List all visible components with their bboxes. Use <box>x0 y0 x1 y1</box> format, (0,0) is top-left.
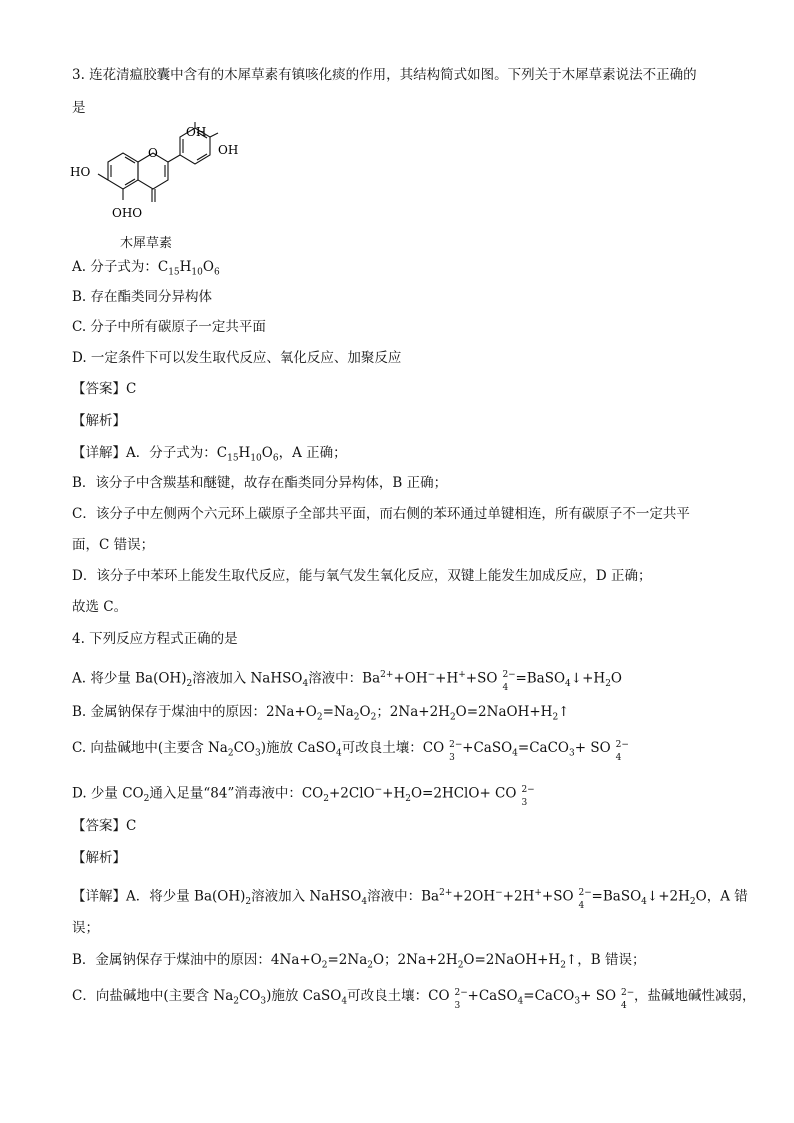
q4-option-b: B. 金属钠保存于煤油中的原因：$2Na+O_2=Na_2O_2$；$2Na+2H_2O=2NaOH+H_2↑$ <box>72 704 570 723</box>
q4-analysis: 【解析】 <box>72 850 126 866</box>
q3-option-b: B. 存在酯类同分异构体 <box>72 289 213 305</box>
q3-option-a <box>72 258 220 282</box>
ion-so4: 2− 4 <box>578 888 592 911</box>
q4-detail-c: C．向盐碱地中(主要含 $Na_2CO_3$)施放 CaSO$_4$可改良土壤：CO 2− 3 +CaSO$_4$=CaCO$_3$+ SO 2− 4 ，盐碱地碱性减弱， <box>72 987 756 1011</box>
q4-detail-b: B．金属钠保存于煤油中的原因：$4Na+O_2=2Na_2O$；$2Na+2H_2O=2NaOH+H_2↑$，B 错误； <box>72 952 646 971</box>
q3-option-c: C. 分子中所有碳原子一定共平面 <box>72 319 266 335</box>
label-oh-top: OH <box>186 125 207 139</box>
label-oho-bottom: OHO <box>112 206 143 220</box>
q4-stem: 4. 下列反应方程式正确的是 <box>72 631 238 647</box>
q3-analysis: 【解析】 <box>72 413 126 429</box>
q4-option-d: D. 少量 $CO_2$通入足量“84”消毒液中：$CO_2+2ClO^-+H_2O=2HClO+$ CO 2− 3 <box>72 785 535 808</box>
q3-option-d: D. 一定条件下可以发生取代反应、氧化反应、加聚反应 <box>72 350 402 366</box>
q3-detail-b: B．该分子中含羰基和醚键，故存在酯类同分异构体，B 正确； <box>72 475 448 491</box>
q3-detail-c1: C．该分子中左侧两个六元环上碳原子全部共平面，而右侧的苯环通过单键相连，所有碳原子不一定共平 <box>72 506 690 522</box>
q3-detail-d: D．该分子中苯环上能发生取代反应，能与氧气发生氧化反应，双键上能发生加成反应，D 正确； <box>72 568 652 584</box>
structure-caption: 木犀草素 <box>120 236 173 251</box>
formula-c15h10o6: $C_{15}H_{10}O_6$ <box>157 259 220 278</box>
luteolin-structure <box>68 124 239 244</box>
q4-answer: 【答案】C <box>72 818 137 834</box>
q3-detail-a: 【详解】A．分子式为：$C_{15}H_{10}O_6$，A 正确； <box>72 445 347 464</box>
ion-so4: 2− 4 <box>502 670 516 693</box>
detail-formula: $C_{15}H_{10}O_6$ <box>216 445 279 464</box>
label-ho-left: HO <box>70 165 91 179</box>
q3-answer: 【答案】C <box>72 381 137 397</box>
q4-detail-a: 【详解】A．将少量 $Ba(OH)_2$溶液加入 NaHSO$_4$溶液中：$Ba^{2+}+2OH^-+2H^++SO$ 2− 4 $=BaSO_4↓+2H_2O$，A 错 <box>72 888 748 911</box>
q3-stem-line2: 是 <box>72 100 86 116</box>
ion-so4: 2− 4 <box>615 739 629 763</box>
ion-co3: 2− 3 <box>454 987 468 1011</box>
option-a-prefix: A. 分子式为： <box>72 259 158 275</box>
ion-co3: 2− 3 <box>449 739 463 763</box>
q4-option-c: C. 向盐碱地中(主要含 $Na_2CO_3$)施放 CaSO$_4$可改良土壤：CO 2− 3 +CaSO$_4$=CaCO$_3$+ SO 2− 4 <box>72 739 629 763</box>
q4-option-a: A. 将少量 $Ba(OH)_2$溶液加入 NaHSO$_4$溶液中：$Ba^{2+}+OH^-+H^++SO$ 2− 4 $=BaSO_4↓+H_2O$ <box>72 670 622 693</box>
q4-detail-a-line2: 误； <box>72 920 99 936</box>
ion-so4: 2− 4 <box>621 987 635 1011</box>
label-o-ring: O <box>148 146 158 160</box>
ion-co3: 2− 3 <box>521 785 535 808</box>
q3-detail-c2: 面，C 错误； <box>72 537 155 553</box>
q3-conclusion: 故选 C。 <box>72 599 128 615</box>
label-oh-right: OH <box>218 143 239 157</box>
q3-stem-line1: 3. 连花清瘟胶囊中含有的木犀草素有镇咳化痰的作用，其结构简式如图。下列关于木犀草素说法不正确的 <box>72 67 697 83</box>
